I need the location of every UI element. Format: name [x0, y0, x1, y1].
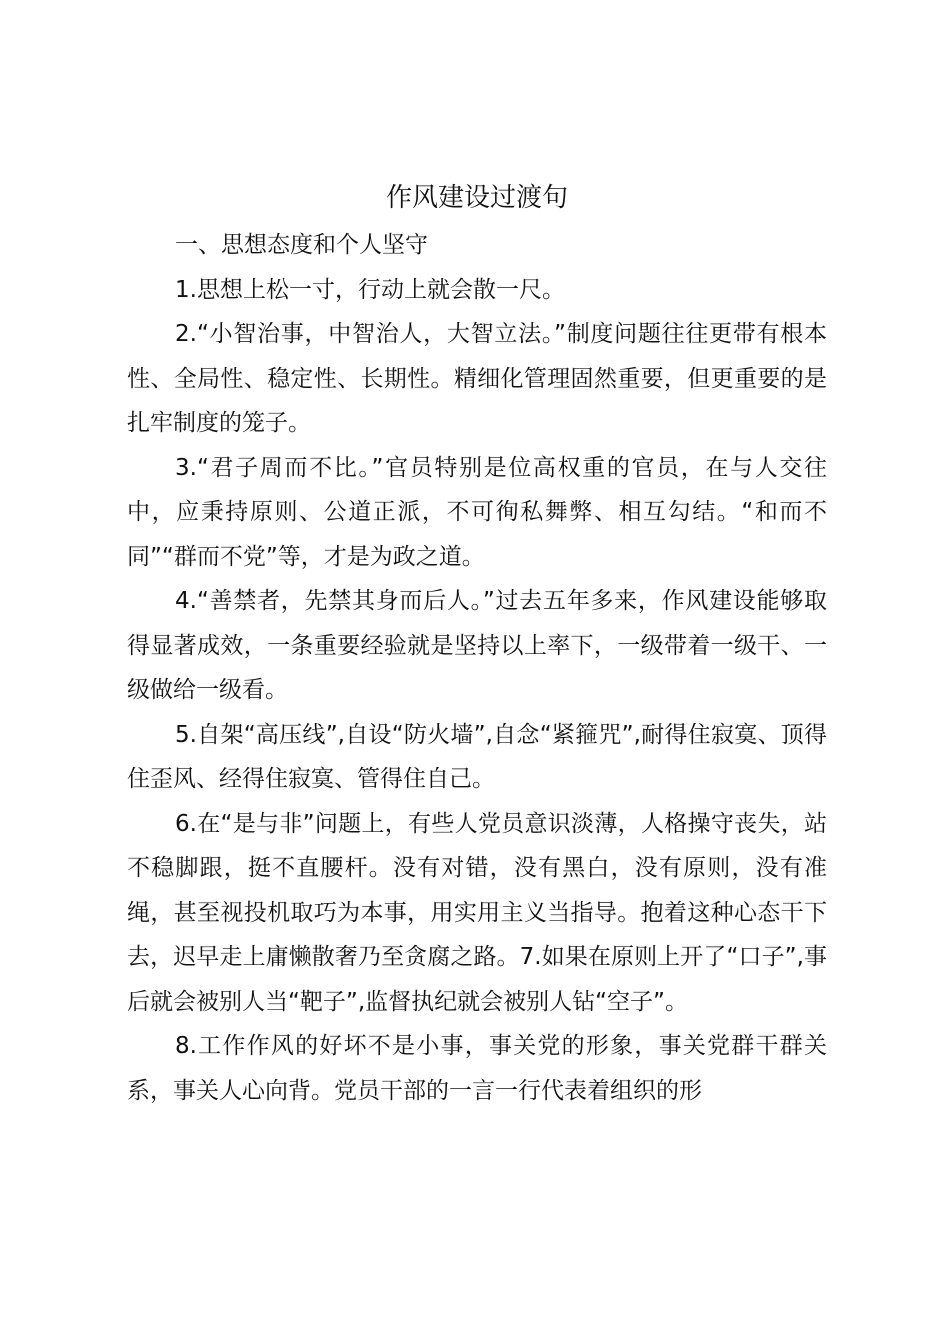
paragraph-3: 3.“君子周而不比。”官员特别是位高权重的官员，在与人交往中，应秉持原则、公道正派，不可徇私舞弊、相互勾结。“和而不同”“群而不党”等，才是为政之道。 — [127, 454, 827, 570]
document-title: 作风建设过渡句 — [385, 183, 568, 213]
document-body — [127, 178, 827, 1113]
section-heading: 一、思想态度和个人坚守 — [175, 232, 428, 258]
paragraph-4: 4.“善禁者，先禁其身而后人。”过去五年多来，作风建设能够取得显著成效，一条重要经验就是坚持以上率下，一级带着一级干、一级做给一级看。 — [127, 588, 827, 703]
paragraph-1: 1.思想上松一寸，行动上就会散一尺。 — [175, 276, 565, 303]
paragraph-5: 5.自架“高压线”,自设“防火墙”,自念“紧箍咒”,耐得住寂寞、顶得住歪风、经得住寂寞、管得住自己。 — [127, 721, 827, 792]
paragraph-6: 6.在“是与非”问题上，有些人党员意识淡薄，人格操守丧失，站不稳脚跟，挺不直腰杆。没有对错，没有黑白，没有原则，没有准绳，甚至视投机取巧为本事，用实用主义当指导。抱着这种心态干下去，迟早走上庸懒散奢乃至贪腐之路。7.如果在原则上开了“口子”,事后就会被别人当“靶子”,监督执纪就会被别人钻“空子”。 — [127, 810, 827, 1015]
paragraph-2: 2.“小智治事，中智治人，大智立法。”制度问题往往更带有根本性、全局性、稳定性、长期性。精细化管理固然重要，但更重要的是扎牢制度的笼子。 — [127, 321, 827, 436]
paragraph-7: 8.工作作风的好坏不是小事，事关党的形象，事关党群干群关系，事关人心向背。党员干部的一言一行代表着组织的形 — [127, 1033, 827, 1104]
